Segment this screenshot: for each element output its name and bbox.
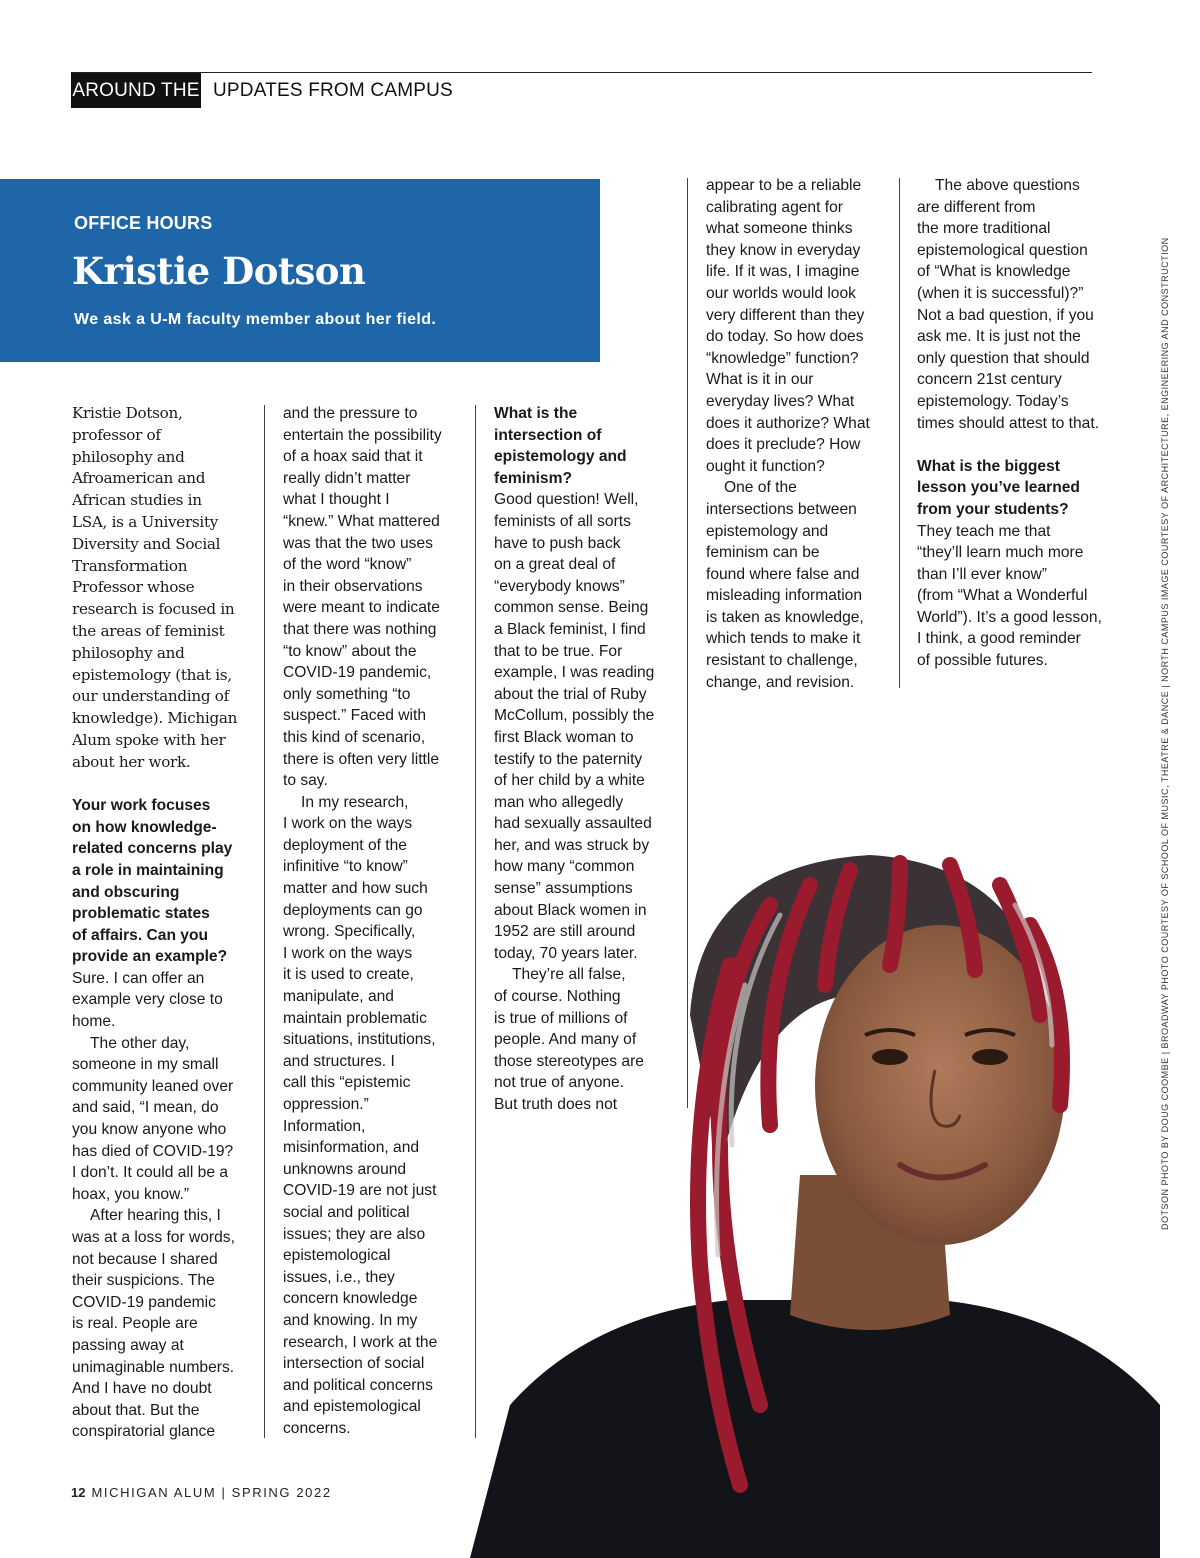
text-line: What is the <box>494 405 578 422</box>
text-line: there is often very little <box>283 750 440 768</box>
column-4 <box>706 175 891 693</box>
text-line: about that. But the <box>72 1401 200 1419</box>
text-line: on how knowledge- <box>72 818 217 836</box>
text-line: I don’t. It could all be a <box>72 1164 229 1182</box>
text-line: COVID-19 pandemic <box>72 1293 216 1311</box>
text-line: feminism can be <box>706 544 820 562</box>
text-line: misleading information <box>706 587 863 605</box>
text-line: concerns. <box>283 1419 351 1437</box>
text-line: knowledge). Michigan <box>72 709 238 728</box>
text-line: on a great deal of <box>494 556 616 574</box>
answer-paragraph <box>72 1033 252 1206</box>
text-line: professor of <box>72 425 161 444</box>
text-line: epistemological <box>283 1247 391 1265</box>
text-line: only question that should <box>917 349 1090 367</box>
answer-paragraph <box>706 477 891 693</box>
text-line: epistemology and <box>494 448 627 466</box>
text-line: is real. People are <box>72 1315 198 1333</box>
text-line: it is used to create, <box>283 966 414 984</box>
text-line: research is focused in <box>72 600 235 619</box>
column-2 <box>283 403 463 1440</box>
column-divider <box>899 178 900 688</box>
text-line: of the word “know” <box>283 556 412 574</box>
text-line: times should attest to that. <box>917 414 1100 432</box>
text-line: today, 70 years later. <box>494 944 638 962</box>
text-line: their suspicions. The <box>72 1272 215 1290</box>
text-line: only something “to <box>283 685 411 703</box>
subsection-title: UPDATES FROM CAMPUS <box>213 80 453 101</box>
text-line: maintain problematic <box>283 1009 427 1027</box>
text-line: LSA, is a University <box>72 512 219 531</box>
text-line: and knowing. In my <box>283 1311 418 1329</box>
text-line: “knowledge” function? <box>706 349 859 367</box>
text-line: was that the two uses <box>283 534 433 552</box>
text-line: infinitive “to know” <box>283 858 408 876</box>
text-line: were meant to indicate <box>283 599 440 617</box>
answer-paragraph <box>917 175 1117 434</box>
text-line: manipulate, and <box>283 988 394 1006</box>
intro-paragraph <box>72 403 252 774</box>
text-line: “everybody knows” <box>494 577 625 595</box>
text-line: not because I shared <box>72 1250 218 1268</box>
text-line: And I have no doubt <box>72 1380 212 1398</box>
text-line: research, I work at the <box>283 1333 438 1351</box>
text-line: Good question! Well, <box>494 491 639 509</box>
text-line: change, and revision. <box>706 673 855 691</box>
text-line: COVID-19 pandemic, <box>283 664 432 682</box>
text-line: After hearing this, I <box>90 1207 221 1225</box>
text-line: very different than they <box>706 306 865 324</box>
text-line: passing away at <box>72 1336 184 1354</box>
photo-credit: DOTSON PHOTO BY DOUG COOMBE | BROADWAY PHOTO COURTESY OF SCHOOL OF MUSIC, THEATRE & DANCE | NORTH CAMPUS IMAGE COURTESY OF ARCHITECTURE, ENGINEERING AND CONSTRUCTION <box>1160 237 1170 1230</box>
portrait-photo <box>470 845 1160 1558</box>
answer-paragraph <box>917 521 1117 672</box>
text-line: does it authorize? What <box>706 414 870 432</box>
text-line: and said, “I mean, do <box>72 1099 219 1117</box>
text-line: matter and how such <box>283 880 428 898</box>
text-line: What is it in our <box>706 371 814 389</box>
text-line: Sure. I can offer an <box>72 969 205 987</box>
text-line: The above questions <box>935 177 1080 194</box>
text-line: provide an example? <box>72 948 228 966</box>
text-line: what I thought I <box>283 491 390 509</box>
text-line: really didn’t matter <box>283 469 411 487</box>
text-line: I work on the ways <box>283 944 413 962</box>
text-line: epistemological question <box>917 241 1088 259</box>
answer-paragraph <box>72 1205 252 1443</box>
text-line: which tends to make it <box>706 630 861 648</box>
text-line: and epistemological <box>283 1398 421 1416</box>
text-line: of her child by a white <box>494 772 645 790</box>
text-line: intersections between <box>706 500 857 518</box>
text-line: What is the biggest <box>917 457 1060 475</box>
text-line: I work on the ways <box>283 815 413 833</box>
text-line: social and political <box>283 1203 410 1221</box>
text-line: related concerns play <box>72 840 233 858</box>
text-line: wrong. Specifically, <box>283 923 416 941</box>
text-line: ask me. It is just not the <box>917 328 1081 346</box>
text-line: African studies in <box>72 491 202 510</box>
text-line: are different from <box>917 198 1036 216</box>
text-line: community leaned over <box>72 1077 234 1095</box>
text-line: and political concerns <box>283 1376 433 1394</box>
page-title: Kristie Dotson <box>72 249 366 293</box>
text-line: misinformation, and <box>283 1139 420 1157</box>
column-1 <box>72 403 252 1443</box>
text-line: that there was nothing <box>283 620 437 638</box>
text-line: of possible futures. <box>917 652 1048 670</box>
text-line: example very close to <box>72 991 223 1009</box>
text-line: “they’ll learn much more <box>917 544 1084 562</box>
text-line: of affairs. Can you <box>72 926 209 944</box>
section-tag: AROUND THE U <box>71 73 201 108</box>
text-line: man who allegedly <box>494 793 624 811</box>
text-line: not true of anyone. <box>494 1074 625 1092</box>
text-line: Diversity and Social <box>72 534 221 553</box>
text-line: issues, i.e., they <box>283 1268 395 1286</box>
text-line: does it preclude? How <box>706 436 861 454</box>
text-line: World”). It’s a good lesson, <box>917 608 1102 626</box>
text-line: Transformation <box>72 556 188 575</box>
answer-paragraph <box>283 792 463 1440</box>
text-line: those stereotypes are <box>494 1052 644 1070</box>
text-line: from your students? <box>917 500 1069 518</box>
text-line: life. If it was, I imagine <box>706 263 860 281</box>
text-line: COVID-19 are not just <box>283 1182 437 1200</box>
text-line: They’re all false, <box>512 966 626 984</box>
text-line: feminists of all sorts <box>494 512 631 530</box>
text-line: resistant to challenge, <box>706 652 858 670</box>
text-line: feminism? <box>494 469 572 487</box>
text-line: about her work. <box>72 752 191 771</box>
text-line: and structures. I <box>283 1052 395 1070</box>
text-line: this kind of scenario, <box>283 728 426 746</box>
text-line: and obscuring <box>72 883 180 901</box>
question-1 <box>72 795 252 968</box>
text-line: Afroamerican and <box>72 469 206 488</box>
text-line: of a hoax said that it <box>283 448 423 466</box>
page-number: 12 <box>71 1485 86 1500</box>
text-line: of “What is knowledge <box>917 263 1071 281</box>
text-line: testify to the paternity <box>494 750 643 768</box>
text-line: But truth does not <box>494 1096 618 1113</box>
text-line: in their observations <box>283 577 423 595</box>
text-line: that to be true. For <box>494 642 623 660</box>
publication-name: MICHIGAN ALUM | SPRING 2022 <box>91 1485 332 1500</box>
text-line: intersection of social <box>283 1355 425 1373</box>
text-line: (when it is successful)?” <box>917 284 1084 302</box>
text-line: The other day, <box>90 1034 190 1052</box>
text-line: call this “epistemic <box>283 1074 411 1092</box>
text-line: appear to be a reliable <box>706 177 862 194</box>
text-line: intersection of <box>494 426 602 444</box>
text-line: sense” assumptions <box>494 880 633 898</box>
column-5 <box>917 175 1117 672</box>
text-line: to say. <box>283 772 328 790</box>
text-line: first Black woman to <box>494 728 634 746</box>
text-line: deployment of the <box>283 836 407 854</box>
text-line: In my research, <box>301 793 409 811</box>
text-line: had sexually assaulted <box>494 815 652 833</box>
text-line: problematic states <box>72 905 210 923</box>
text-line: how many “common <box>494 858 635 876</box>
text-line: McCollum, possibly the <box>494 707 655 725</box>
question-2 <box>494 403 674 489</box>
text-line: philosophy and <box>72 643 185 662</box>
text-line: ought it function? <box>706 457 825 475</box>
hero-banner <box>0 179 600 362</box>
text-line: about Black women in <box>494 901 647 919</box>
text-line: “knew.” What mattered <box>283 512 440 530</box>
column-divider <box>264 405 265 1438</box>
text-line: found where false and <box>706 565 860 583</box>
text-line: a Black feminist, I find <box>494 620 646 638</box>
text-line: the areas of feminist <box>72 621 225 640</box>
text-line: everyday lives? What <box>706 392 855 410</box>
answer-paragraph <box>72 968 252 1033</box>
text-line: hoax, you know.” <box>72 1185 190 1203</box>
text-line: a role in maintaining <box>72 861 224 879</box>
text-line: deployments can go <box>283 901 423 919</box>
text-line: was at a loss for words, <box>72 1229 235 1247</box>
question-3 <box>917 456 1117 521</box>
text-line: situations, institutions, <box>283 1031 436 1049</box>
text-line: of course. Nothing <box>494 988 621 1006</box>
text-line: example, I was reading <box>494 664 655 682</box>
text-line: epistemology and <box>706 522 829 540</box>
text-line: is taken as knowledge, <box>706 608 864 626</box>
text-line: is true of millions of <box>494 1009 628 1027</box>
text-line: lesson you’ve learned <box>917 479 1080 497</box>
text-line: Not a bad question, if you <box>917 306 1094 324</box>
text-line: One of the <box>724 479 797 497</box>
dek: We ask a U-M faculty member about her field. <box>74 311 437 328</box>
text-line: entertain the possibility <box>283 426 442 444</box>
text-line: Kristie Dotson, <box>72 404 183 422</box>
text-line: “to know” about the <box>283 642 417 660</box>
text-line: our understanding of <box>72 687 229 706</box>
text-line: her, and was struck by <box>494 836 650 854</box>
text-line: do today. So how does <box>706 328 864 346</box>
text-line: concern 21st century <box>917 371 1062 389</box>
text-line: unimaginable numbers. <box>72 1358 235 1376</box>
text-line: calibrating agent for <box>706 198 843 216</box>
text-line: Professor whose <box>72 578 195 597</box>
text-line: they know in everyday <box>706 241 861 259</box>
text-line: Information, <box>283 1117 366 1135</box>
text-line: have to push back <box>494 534 621 552</box>
text-line: you know anyone who <box>72 1121 227 1139</box>
text-line: what someone thinks <box>706 220 853 238</box>
text-line: than I’ll ever know” <box>917 565 1048 583</box>
text-line: Alum spoke with her <box>72 730 226 749</box>
text-line: epistemology. Today’s <box>917 392 1069 410</box>
answer-paragraph <box>283 403 463 792</box>
text-line: oppression.” <box>283 1096 369 1113</box>
kicker: OFFICE HOURS <box>74 213 213 233</box>
text-line: unknowns around <box>283 1160 407 1178</box>
text-line: common sense. Being <box>494 599 649 617</box>
text-line: Your work focuses <box>72 797 211 815</box>
folio <box>71 1485 332 1500</box>
text-line: I think, a good reminder <box>917 630 1081 648</box>
text-line: about the trial of Ruby <box>494 685 647 703</box>
text-line: concern knowledge <box>283 1290 418 1308</box>
text-line: philosophy and <box>72 447 185 466</box>
text-line: and the pressure to <box>283 405 418 422</box>
text-line: issues; they are also <box>283 1225 426 1243</box>
text-line: people. And many of <box>494 1031 637 1049</box>
text-line: They teach me that <box>917 522 1051 540</box>
text-line: 1952 are still around <box>494 923 636 941</box>
text-line: (from “What a Wonderful <box>917 587 1088 605</box>
text-line: conspiratorial glance <box>72 1423 216 1441</box>
text-line: the more traditional <box>917 220 1051 238</box>
text-line: our worlds would look <box>706 284 856 302</box>
text-line: home. <box>72 1013 116 1031</box>
text-line: suspect.” Faced with <box>283 707 427 725</box>
text-line: someone in my small <box>72 1056 219 1074</box>
text-line: has died of COVID-19? <box>72 1142 234 1160</box>
text-line: epistemology (that is, <box>72 665 232 684</box>
answer-paragraph <box>706 175 891 477</box>
